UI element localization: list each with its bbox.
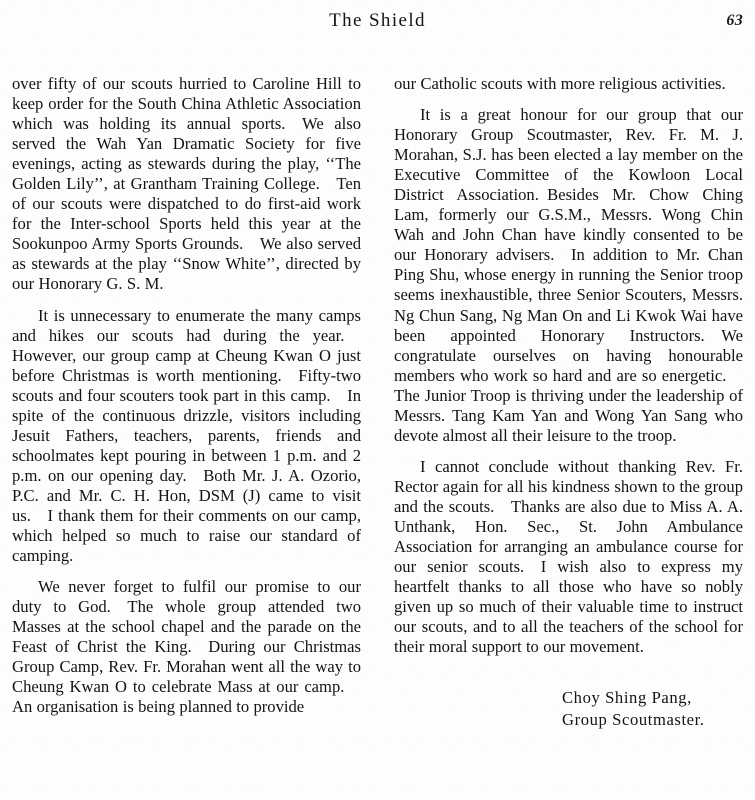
page-title: The Shield (329, 10, 426, 31)
paragraph: We never forget to fulfil our promise to our duty to God. The whole group attended two Masses at the school chapel and the parade on the Feast of Christ the King. During our Christmas Group Camp, Rev. Fr. Morahan went all the way to Cheung Kwan O to celebrate Mass at our camp. An organisation is being planned to provide (12, 577, 361, 717)
signature-name: Choy Shing Pang, (562, 688, 692, 708)
paragraph: I cannot conclude without thanking Rev. Fr. Rector again for all his kindness shown to the group and the scouts. Thanks are also due to Miss A. A. Unthank, Hon. Sec., St. John Ambulance Association for arranging an ambulance course for our senior scouts. I wish also to express my heartfelt thanks to all those who have so nobly given up so much of their valuable time to instruct our scouts, and to all the teachers of the school for their moral support to our movement. (394, 456, 743, 657)
paragraph: It is unnecessary to enumerate the many camps and hikes our scouts had during the year. However, our group camp at Cheung Kwan O just before Christmas is worth mentioning. Fifty-two scouts and four scouters took part in this camp. In spite of the continuous drizzle, visitors including Jesuit Fathers, teachers, parents, friends and schoolmates kept pouring in between 1 p.m. and 2 p.m. on our opening day. Both Mr. J. A. Ozorio, P.C. and Mr. C. H. Hon, DSM (J) came to visit us. I thank them for their comments on our camp, which helped so much to raise our standard of camping. (12, 305, 361, 566)
paragraph: It is a great honour for our group that our Honorary Group Scoutmaster, Rev. Fr. M. J. Morahan, S.J. has been elected a lay member on the Executive Committee of the Kowloon Local District Association. Besides Mr. Chow Ching Lam, formerly our G.S.M., Messrs. Wong Chin Wah and John Chan have kindly consented to be our Honorary advisers. In addition to Mr. Chan Ping Shu, whose energy in running the Senior troop seems inexhaustible, three Senior Scouters, Messrs. Ng Chun Sang, Ng Man On and Li Kwok Wai have been appointed Honorary Instructors. We congratulate ourselves on having honourable members who work so hard and are so energetic. The Junior Troop is thriving under the leadership of Messrs. Tang Kam Yan and Wong Yan Sang who devote almost all their leisure to the troop. (394, 105, 743, 445)
paragraph: over fifty of our scouts hurried to Caroline Hill to keep order for the South China Athletic Association which was holding its annual sports. We also served the Wah Yan Dramatic Society for five evenings, acting as stewards during the play, ‘‘The Golden Lily’’, at Grantham Training College. Ten of our scouts were dispatched to do first-aid work for the Inter-school Sports held this year at the Sookunpoo Army Sports Grounds. We also served as stewards at the play ‘‘Snow White’’, directed by our Honorary G. S. M. (12, 74, 361, 294)
running-head (12, 10, 743, 40)
right-column (394, 74, 743, 790)
signature-title: Group Scoutmaster. (562, 710, 705, 730)
paragraph: our Catholic scouts with more religious activities. (394, 74, 726, 93)
two-column-body (12, 74, 743, 790)
signature-block (394, 687, 743, 731)
page-number: 63 (726, 12, 743, 29)
left-column (12, 74, 361, 790)
